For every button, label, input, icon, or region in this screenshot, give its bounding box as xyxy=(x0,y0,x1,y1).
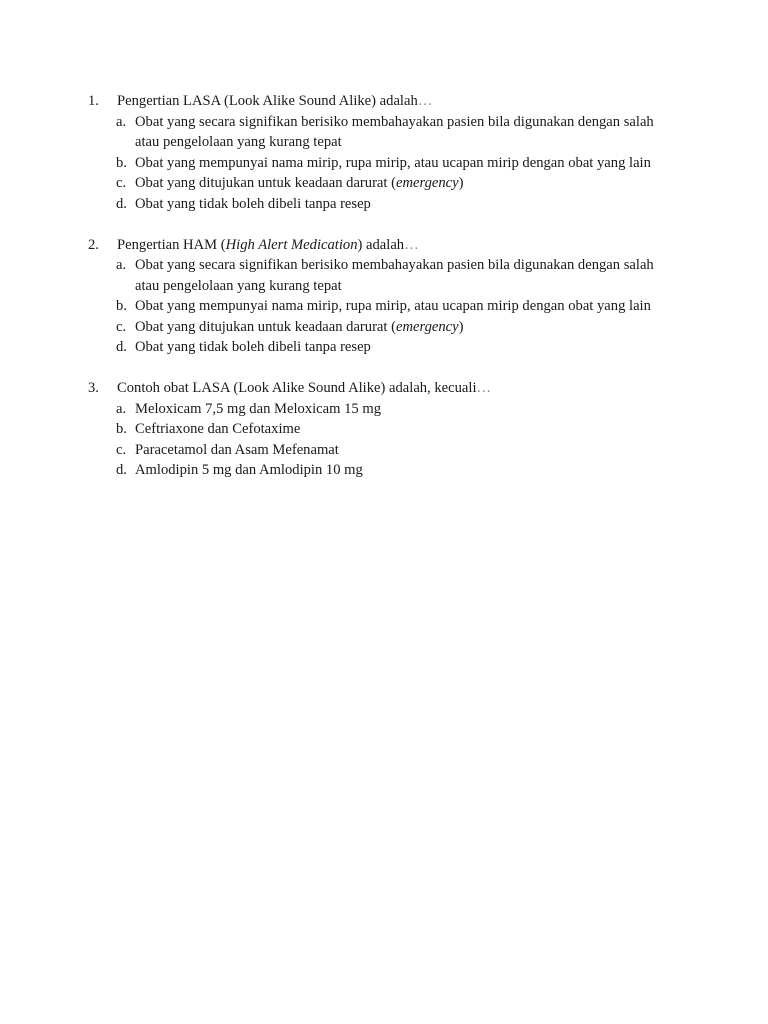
option-text xyxy=(135,296,675,317)
question-number: 1. xyxy=(88,93,99,109)
option-letter: b. xyxy=(116,298,127,314)
option-letter: b. xyxy=(116,154,127,171)
question-text-part: Pengertian LASA (Look Alike Sound Alike) adalah xyxy=(117,93,418,109)
option-letter: c. xyxy=(116,441,127,458)
question-text-part: Contoh obat LASA (Look Alike Sound Alike) adalah, kecuali xyxy=(117,380,477,396)
option-text xyxy=(135,440,675,461)
option-text-part: Amlodipin 5 mg dan Amlodipin 10 mg xyxy=(135,462,363,478)
option-text-part: Paracetamol dan Asam Mefenamat xyxy=(135,441,339,458)
question-text-part: Pengertian HAM ( xyxy=(117,236,226,253)
option-text-italic: emergency xyxy=(395,318,459,335)
option-b xyxy=(0,419,768,440)
option-letter: a. xyxy=(116,257,127,273)
option-text xyxy=(135,460,675,481)
question-2 xyxy=(0,235,768,358)
question-ellipsis: … xyxy=(404,236,419,253)
question-text xyxy=(117,378,677,399)
option-b xyxy=(0,153,768,174)
option-letter: c. xyxy=(116,175,127,191)
option-a xyxy=(0,112,768,153)
option-c xyxy=(0,440,768,461)
option-letter: d. xyxy=(116,462,127,478)
option-text-part: Obat yang tidak boleh dibeli tanpa resep xyxy=(135,339,371,355)
question-3 xyxy=(0,378,768,481)
option-text-part: Ceftriaxone dan Cefotaxime xyxy=(135,421,301,437)
option-text xyxy=(135,112,675,153)
question-text-italic: High Alert Medication xyxy=(225,236,358,253)
option-letter: d. xyxy=(116,339,127,355)
option-d xyxy=(0,337,768,358)
option-letter: a. xyxy=(116,113,127,130)
option-letter: c. xyxy=(116,318,127,335)
option-text xyxy=(135,153,675,174)
option-text xyxy=(135,419,675,440)
option-text xyxy=(135,255,675,296)
option-text xyxy=(135,399,675,420)
question-text xyxy=(117,91,677,112)
option-letter: a. xyxy=(116,400,127,417)
question-text xyxy=(117,235,677,256)
option-b xyxy=(0,296,768,317)
option-c xyxy=(0,317,768,338)
option-text xyxy=(135,317,675,338)
option-text-part: Obat yang ditujukan untuk keadaan darurat ( xyxy=(135,318,396,335)
option-d xyxy=(0,460,768,481)
option-c xyxy=(0,173,768,194)
option-text-part: ) xyxy=(458,318,464,335)
option-list xyxy=(0,399,768,481)
option-list xyxy=(0,255,768,358)
option-a xyxy=(0,399,768,420)
question-number: 2. xyxy=(88,236,99,253)
option-text-part: ) xyxy=(458,175,464,191)
option-text-part: Obat yang mempunyai nama mirip, rupa mirip, atau ucapan mirip dengan obat yang lain xyxy=(135,298,651,314)
question-ellipsis: … xyxy=(417,93,433,109)
option-list xyxy=(0,112,768,215)
option-letter: b. xyxy=(116,421,127,437)
option-letter: d. xyxy=(116,195,127,212)
option-text xyxy=(135,194,675,215)
option-text-part: Obat yang secara signifikan berisiko membahayakan pasien bila digunakan dengan salah atau pengelolaan yang kurang tepat xyxy=(135,257,654,294)
option-text xyxy=(135,173,675,194)
question-ellipsis: … xyxy=(476,380,492,396)
question-number: 3. xyxy=(88,380,99,396)
question-1 xyxy=(0,91,768,214)
option-text-italic: emergency xyxy=(395,175,459,191)
option-a xyxy=(0,255,768,296)
option-text-part: Obat yang secara signifikan berisiko membahayakan pasien bila digunakan dengan salah atau pengelolaan yang kurang tepat xyxy=(135,113,654,150)
question-text-part: ) adalah xyxy=(357,236,405,253)
option-text-part: Obat yang mempunyai nama mirip, rupa mirip, atau ucapan mirip dengan obat yang lain xyxy=(135,154,651,171)
option-text xyxy=(135,337,675,358)
document-page xyxy=(0,91,768,501)
option-text-part: Obat yang tidak boleh dibeli tanpa resep xyxy=(135,195,371,212)
option-d xyxy=(0,194,768,215)
option-text-part: Meloxicam 7,5 mg dan Meloxicam 15 mg xyxy=(135,400,382,417)
option-text-part: Obat yang ditujukan untuk keadaan darurat ( xyxy=(135,175,396,191)
